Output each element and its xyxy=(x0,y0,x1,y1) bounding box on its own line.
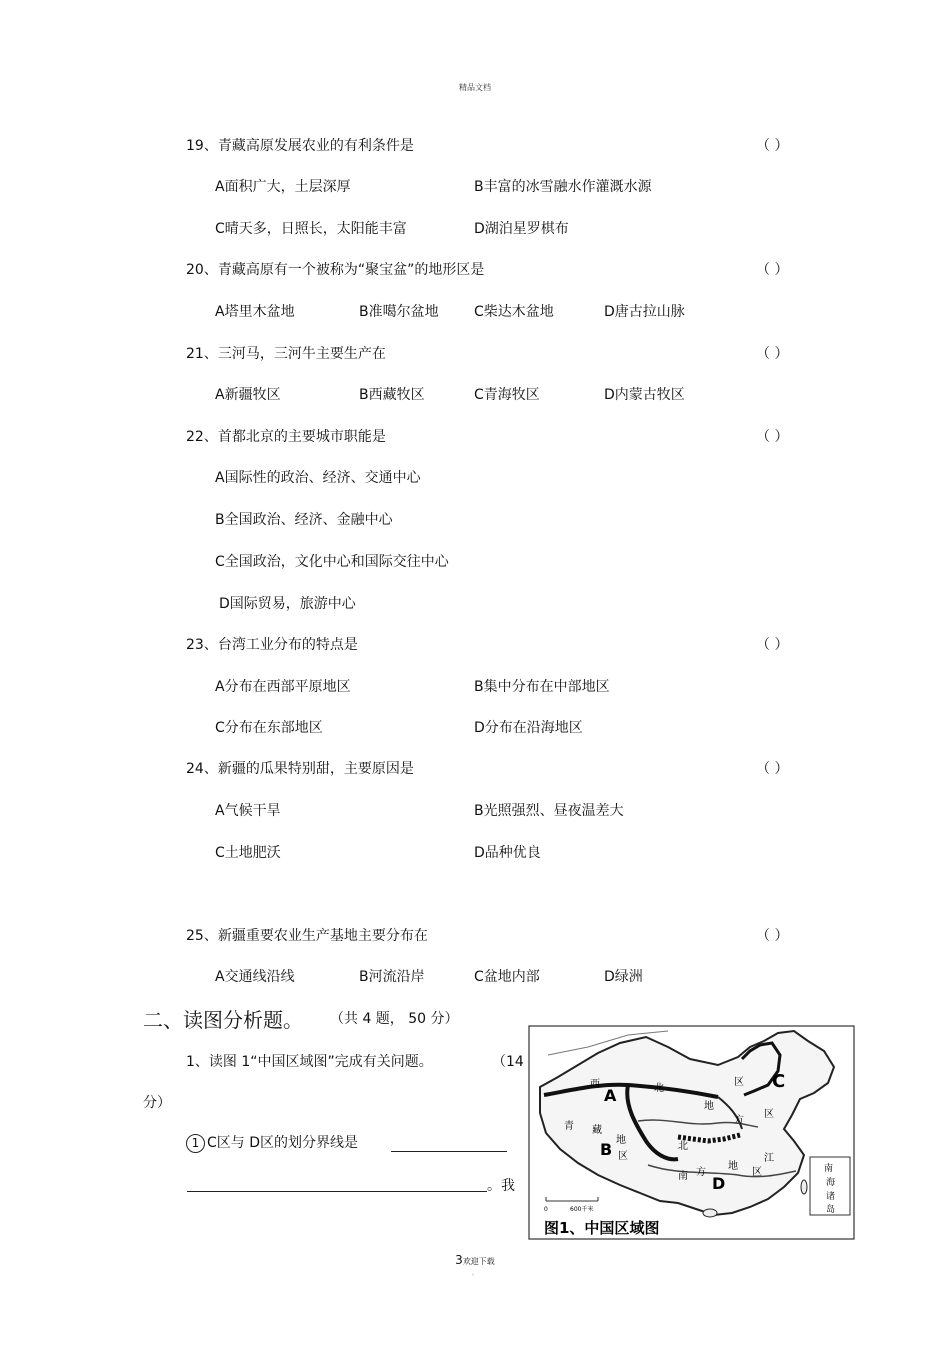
question-25-stem: 25、新疆重要农业生产基地主要分布在 xyxy=(186,928,428,944)
footer-text: 欢迎下载 xyxy=(462,1257,495,1266)
question-19-stem: 19、青藏高原发展农业的有利条件是 xyxy=(186,138,414,154)
question-22-option-d[interactable]: D国际贸易，旅游中心 xyxy=(219,596,356,612)
page-footer xyxy=(0,1253,950,1267)
question-23-option-b[interactable]: B集中分布在中部地区 xyxy=(474,679,610,695)
question-22-stem: 22、首都北京的主要城市职能是 xyxy=(186,429,386,445)
question-22-option-a[interactable]: A国际性的政治、经济、交通中心 xyxy=(215,470,421,486)
section-2-question-1-score-b: 分） xyxy=(143,1095,171,1111)
question-24-option-b[interactable]: B光照强烈、昼夜温差大 xyxy=(474,803,624,819)
map-label: 区 xyxy=(764,1109,774,1120)
question-24-answer-bracket[interactable]: （ ） xyxy=(756,761,789,777)
china-region-map xyxy=(528,1025,855,1240)
section-2-note: （共 4 题， 50 分） xyxy=(330,1011,459,1027)
question-23-answer-bracket[interactable]: （ ） xyxy=(756,637,789,653)
map-label: 诸 xyxy=(826,1192,836,1202)
question-22-option-b[interactable]: B全国政治、经济、金融中心 xyxy=(215,512,393,528)
map-label: 区 xyxy=(752,1167,762,1178)
map-label: 地 xyxy=(616,1135,626,1146)
page-number: 3 xyxy=(455,1253,463,1267)
question-25-option-c[interactable]: C盆地内部 xyxy=(474,969,540,985)
map-label: 地 xyxy=(728,1161,738,1172)
china-region-map-svg xyxy=(528,1025,855,1240)
question-23-stem: 23、台湾工业分布的特点是 xyxy=(186,637,358,653)
question-22-answer-bracket[interactable]: （ ） xyxy=(756,429,789,445)
map-label: 南 xyxy=(824,1164,834,1174)
page-header: 精品文档 xyxy=(459,83,491,92)
map-label: 方 xyxy=(734,1115,744,1126)
question-25-option-d[interactable]: D绿洲 xyxy=(604,969,643,985)
question-25-option-a[interactable]: A交通线沿线 xyxy=(215,969,295,985)
question-20-stem: 20、青藏高原有一个被称为“聚宝盆”的地形区是 xyxy=(186,262,485,278)
answer-blank-2[interactable] xyxy=(187,1191,487,1192)
scale-label: 600千米 xyxy=(570,1206,594,1213)
section-2-title: 二、读图分析题。 xyxy=(143,1008,303,1032)
question-24-option-d[interactable]: D品种优良 xyxy=(474,845,541,861)
question-21-stem: 21、三河马，三河牛主要生产在 xyxy=(186,346,386,362)
map-label: 北 xyxy=(654,1083,664,1094)
map-label: 海 xyxy=(826,1178,836,1188)
map-label: 区 xyxy=(734,1077,744,1088)
map-label: 藏 xyxy=(592,1125,602,1136)
question-19-option-d[interactable]: D湖泊星罗棋布 xyxy=(474,221,569,237)
region-letter-a: A xyxy=(604,1086,617,1105)
sub-question-1 xyxy=(186,1132,358,1153)
question-23-option-a[interactable]: A分布在西部平原地区 xyxy=(215,679,351,695)
question-24-stem: 24、新疆的瓜果特别甜，主要原因是 xyxy=(186,761,414,777)
map-label: 江 xyxy=(764,1153,774,1164)
question-19-option-c[interactable]: C晴天多，日照长，太阳能丰富 xyxy=(215,221,407,237)
section-2-question-1: 1、读图 1“中国区域图”完成有关问题。 xyxy=(186,1054,433,1070)
question-21-option-d[interactable]: D内蒙古牧区 xyxy=(604,387,685,403)
question-24-option-a[interactable]: A气候干旱 xyxy=(215,803,281,819)
map-label: 青 xyxy=(564,1121,574,1132)
question-20-answer-bracket[interactable]: （ ） xyxy=(756,262,789,278)
answer-blank-1[interactable] xyxy=(391,1151,507,1152)
question-19-option-a[interactable]: A面积广大，土层深厚 xyxy=(215,179,351,195)
question-21-option-c[interactable]: C青海牧区 xyxy=(474,387,540,403)
scale-zero: 0 xyxy=(544,1206,548,1213)
question-21-option-a[interactable]: A新疆牧区 xyxy=(215,387,281,403)
map-label: 岛 xyxy=(826,1205,836,1215)
circled-number: 1 xyxy=(186,1134,205,1153)
region-letter-c: C xyxy=(772,1071,786,1092)
question-21-answer-bracket[interactable]: （ ） xyxy=(756,346,789,362)
question-25-answer-bracket[interactable]: （ ） xyxy=(756,928,789,944)
map-label: 地 xyxy=(704,1101,714,1112)
sub-question-1-text: C区与 D区的划分界线是 xyxy=(207,1135,359,1151)
sub-question-1-tail: 。我 xyxy=(487,1178,515,1194)
question-23-option-d[interactable]: D分布在沿海地区 xyxy=(474,720,583,736)
question-21-option-b[interactable]: B西藏牧区 xyxy=(359,387,425,403)
question-25-option-b[interactable]: B河流沿岸 xyxy=(359,969,425,985)
map-label: 区 xyxy=(618,1151,628,1162)
question-19-option-b[interactable]: B丰富的冰雪融水作灌溉水源 xyxy=(474,179,652,195)
question-20-option-c[interactable]: C柴达木盆地 xyxy=(474,304,554,320)
question-20-option-a[interactable]: A塔里木盆地 xyxy=(215,304,295,320)
map-label: 北 xyxy=(678,1141,688,1152)
map-label: 南 xyxy=(678,1171,688,1182)
section-2-question-1-score-a: （14 xyxy=(492,1054,524,1070)
question-24-option-c[interactable]: C土地肥沃 xyxy=(215,845,281,861)
question-19-answer-bracket[interactable]: （ ） xyxy=(756,138,789,154)
footer-dot: 。 xyxy=(471,1270,478,1277)
region-letter-d: D xyxy=(712,1174,726,1193)
map-caption: 图1、中国区域图 xyxy=(544,1219,660,1237)
map-label: 方 xyxy=(696,1167,706,1178)
question-23-option-c[interactable]: C分布在东部地区 xyxy=(215,720,323,736)
hainan-island xyxy=(703,1209,717,1217)
region-letter-b: B xyxy=(600,1140,613,1159)
taiwan-island xyxy=(801,1180,807,1194)
question-20-option-b[interactable]: B准噶尔盆地 xyxy=(359,304,439,320)
map-label: 西 xyxy=(590,1079,600,1090)
question-20-option-d[interactable]: D唐古拉山脉 xyxy=(604,304,685,320)
question-22-option-c[interactable]: C全国政治，文化中心和国际交往中心 xyxy=(215,554,449,570)
